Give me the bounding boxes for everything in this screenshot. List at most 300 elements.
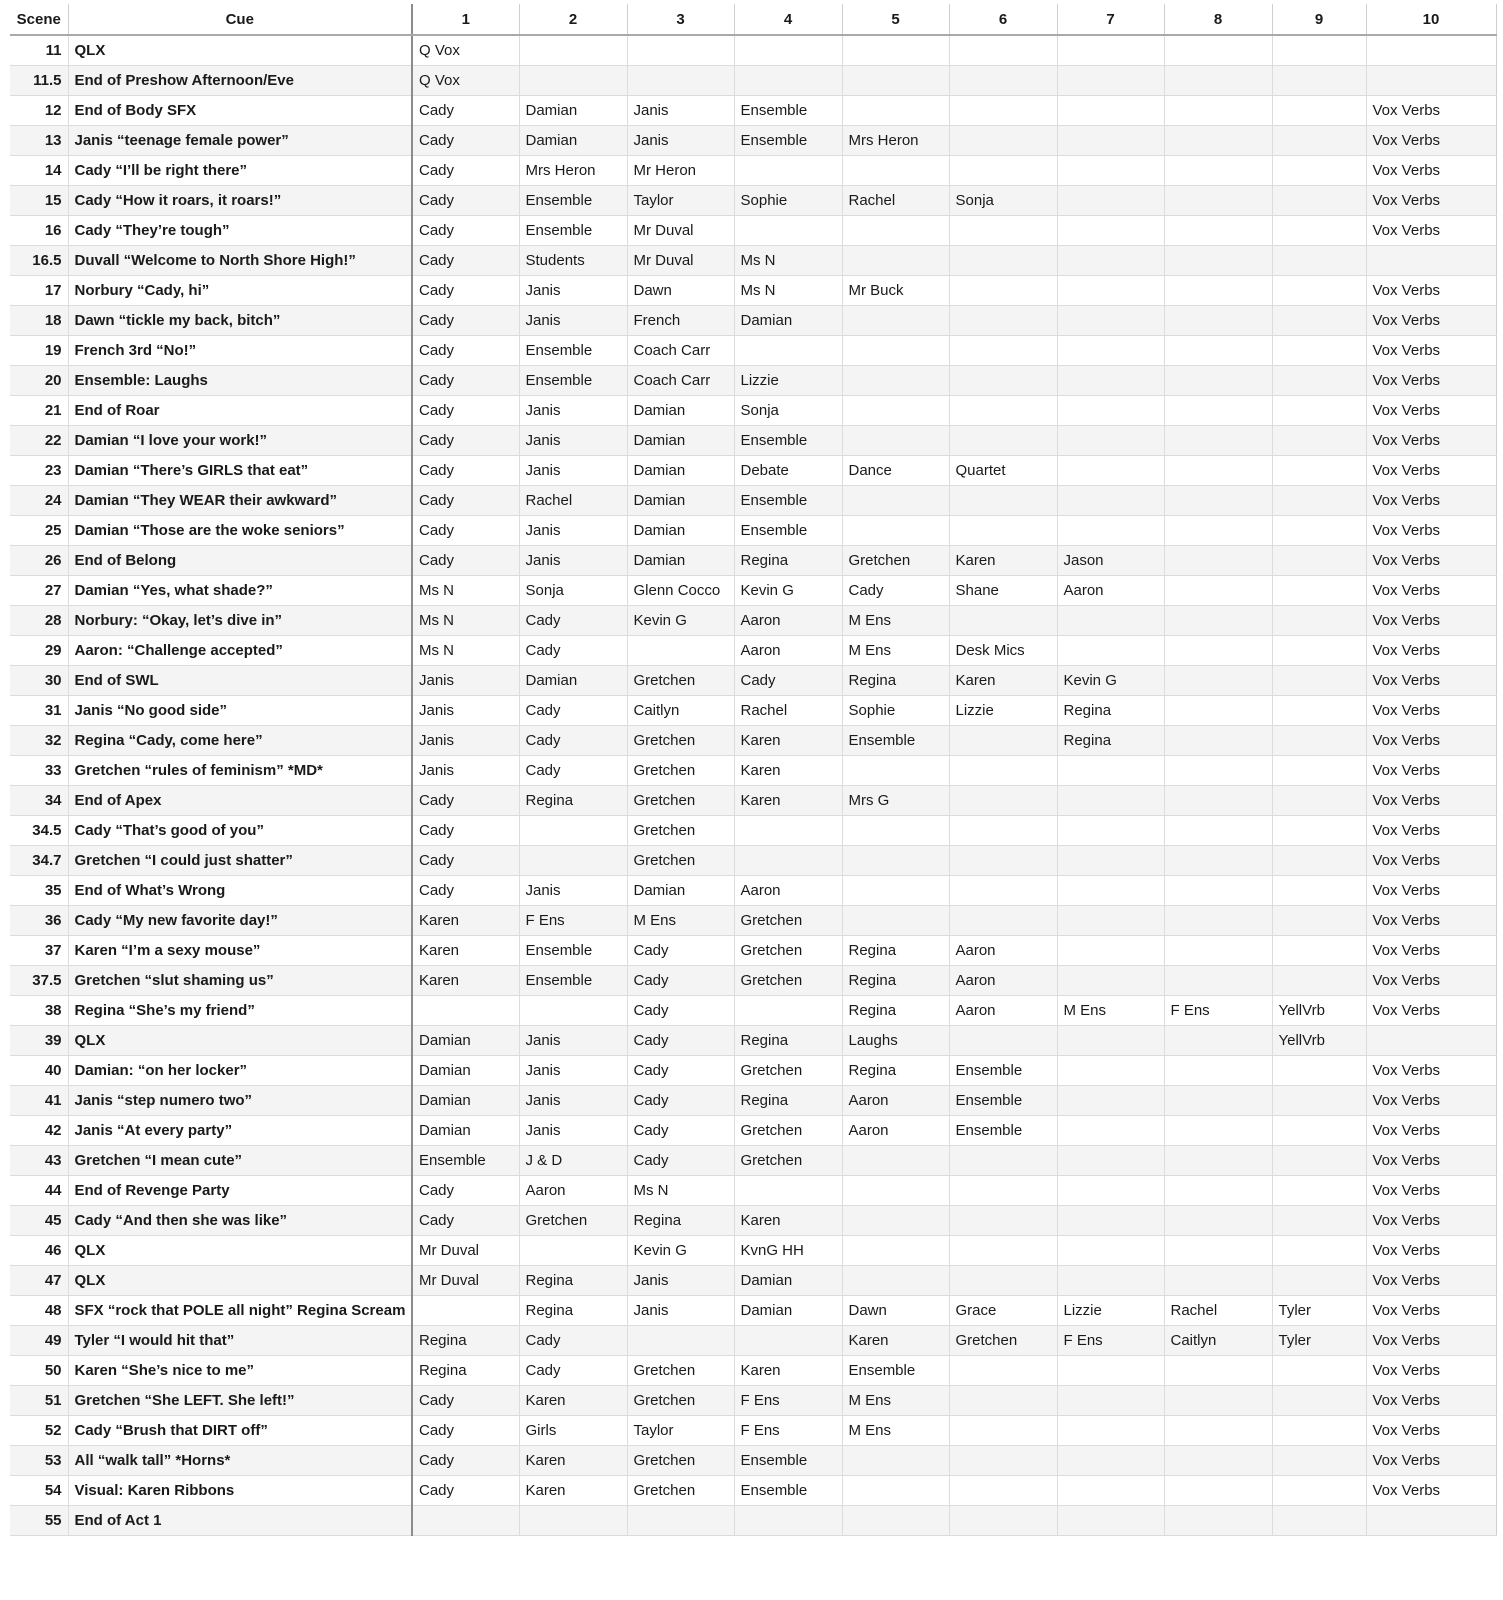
mic-cell[interactable]: Vox Verbs [1366,815,1496,845]
mic-cell[interactable] [1057,845,1164,875]
mic-cell[interactable]: Aaron [842,1115,949,1145]
mic-cell[interactable] [842,485,949,515]
mic-cell[interactable]: Vox Verbs [1366,965,1496,995]
mic-cell[interactable]: Regina [1057,725,1164,755]
mic-cell[interactable]: F Ens [1057,1325,1164,1355]
mic-cell[interactable]: KvnG HH [734,1235,842,1265]
mic-cell[interactable]: Desk Mics [949,635,1057,665]
mic-cell[interactable]: Grace [949,1295,1057,1325]
scene-cell[interactable]: 13 [10,125,68,155]
scene-cell[interactable]: 43 [10,1145,68,1175]
mic-cell[interactable] [519,65,627,95]
mic-cell[interactable] [1272,515,1366,545]
cue-cell[interactable]: Cady “My new favorite day!” [68,905,412,935]
mic-cell[interactable] [949,815,1057,845]
mic-cell[interactable] [1272,605,1366,635]
mic-cell[interactable]: Mr Duval [627,245,734,275]
mic-cell[interactable]: Gretchen [627,815,734,845]
mic-cell[interactable]: Laughs [842,1025,949,1055]
mic-cell[interactable]: Vox Verbs [1366,1415,1496,1445]
mic-cell[interactable] [1164,1445,1272,1475]
mic-cell[interactable]: Janis [412,665,519,695]
mic-cell[interactable] [1164,1115,1272,1145]
mic-cell[interactable] [842,875,949,905]
mic-cell[interactable]: Q Vox [412,35,519,65]
mic-cell[interactable] [1057,1085,1164,1115]
mic-cell[interactable]: Vox Verbs [1366,215,1496,245]
mic-cell[interactable] [627,35,734,65]
mic-cell[interactable]: Vox Verbs [1366,365,1496,395]
mic-cell[interactable]: Cady [412,425,519,455]
mic-cell[interactable]: Vox Verbs [1366,95,1496,125]
mic-cell[interactable]: Ensemble [519,965,627,995]
mic-cell[interactable]: Kevin G [627,1235,734,1265]
mic-cell[interactable] [1057,635,1164,665]
cue-cell[interactable]: QLX [68,1235,412,1265]
mic-cell[interactable] [1272,875,1366,905]
mic-cell[interactable] [842,335,949,365]
mic-cell[interactable]: Cady [627,1115,734,1145]
mic-cell[interactable] [1164,275,1272,305]
mic-cell[interactable]: Regina [1057,695,1164,725]
mic-cell[interactable]: Vox Verbs [1366,725,1496,755]
mic-cell[interactable] [734,215,842,245]
cue-cell[interactable]: Aaron: “Challenge accepted” [68,635,412,665]
scene-cell[interactable]: 16.5 [10,245,68,275]
mic-cell[interactable]: Janis [412,755,519,785]
mic-cell[interactable] [1366,65,1496,95]
mic-cell[interactable]: Gretchen [627,845,734,875]
mic-cell[interactable]: Regina [412,1325,519,1355]
scene-cell[interactable]: 33 [10,755,68,785]
mic-cell[interactable] [734,35,842,65]
mic-cell[interactable] [1057,605,1164,635]
mic-cell[interactable] [1272,1415,1366,1445]
mic-cell[interactable]: Ms N [627,1175,734,1205]
mic-cell[interactable]: M Ens [842,1385,949,1415]
mic-cell[interactable] [1164,125,1272,155]
mic-cell[interactable] [842,1145,949,1175]
mic-cell[interactable] [1164,815,1272,845]
cue-cell[interactable]: Janis “teenage female power” [68,125,412,155]
mic-cell[interactable] [1057,515,1164,545]
cue-cell[interactable]: Regina “She’s my friend” [68,995,412,1025]
mic-cell[interactable] [949,1355,1057,1385]
scene-cell[interactable]: 38 [10,995,68,1025]
scene-cell[interactable]: 26 [10,545,68,575]
mic-cell[interactable] [519,35,627,65]
scene-cell[interactable]: 14 [10,155,68,185]
scene-cell[interactable]: 49 [10,1325,68,1355]
mic-cell[interactable] [1164,695,1272,725]
mic-cell[interactable]: Karen [949,665,1057,695]
mic-cell[interactable]: Mr Buck [842,275,949,305]
mic-cell[interactable] [1057,485,1164,515]
scene-cell[interactable]: 30 [10,665,68,695]
mic-cell[interactable] [949,275,1057,305]
scene-cell[interactable]: 12 [10,95,68,125]
mic-cell[interactable] [1272,275,1366,305]
scene-cell[interactable]: 54 [10,1475,68,1505]
cue-cell[interactable]: Tyler “I would hit that” [68,1325,412,1355]
mic-cell[interactable] [1272,65,1366,95]
cue-cell[interactable]: Gretchen “I could just shatter” [68,845,412,875]
mic-cell[interactable]: Janis [519,875,627,905]
mic-cell[interactable]: Vox Verbs [1366,665,1496,695]
mic-cell[interactable] [1272,185,1366,215]
mic-cell[interactable]: Mr Duval [412,1265,519,1295]
mic-cell[interactable]: Cady [519,635,627,665]
cue-cell[interactable]: End of Body SFX [68,95,412,125]
mic-cell[interactable]: Damian [734,1265,842,1295]
mic-cell[interactable]: Janis [627,95,734,125]
mic-cell[interactable]: Vox Verbs [1366,1385,1496,1415]
mic-cell[interactable] [949,725,1057,755]
mic-cell[interactable]: Cady [842,575,949,605]
mic-cell[interactable]: Gretchen [627,665,734,695]
mic-cell[interactable]: Ensemble [519,335,627,365]
mic-cell[interactable] [1272,665,1366,695]
mic-cell[interactable]: Janis [519,305,627,335]
mic-cell[interactable] [1272,905,1366,935]
mic-cell[interactable] [1272,155,1366,185]
mic-cell[interactable] [1164,875,1272,905]
mic-cell[interactable] [1057,1115,1164,1145]
mic-cell[interactable]: Cady [412,125,519,155]
cue-cell[interactable]: Damian “They WEAR their awkward” [68,485,412,515]
column-header-2[interactable]: 2 [519,4,627,35]
scene-cell[interactable]: 34 [10,785,68,815]
cue-cell[interactable]: Damian “Yes, what shade?” [68,575,412,605]
mic-cell[interactable] [949,1505,1057,1535]
mic-cell[interactable]: Mr Duval [627,215,734,245]
mic-cell[interactable] [1272,1145,1366,1175]
mic-cell[interactable] [1057,365,1164,395]
mic-cell[interactable] [1164,365,1272,395]
cue-cell[interactable]: Janis “No good side” [68,695,412,725]
mic-cell[interactable]: Debate [734,455,842,485]
cue-cell[interactable]: Cady “Brush that DIRT off” [68,1415,412,1445]
mic-cell[interactable] [519,1505,627,1535]
mic-cell[interactable]: Gretchen [627,1445,734,1475]
mic-cell[interactable]: Ensemble [949,1085,1057,1115]
mic-cell[interactable]: Vox Verbs [1366,1355,1496,1385]
mic-cell[interactable] [949,1475,1057,1505]
mic-cell[interactable]: Sophie [842,695,949,725]
mic-cell[interactable] [1057,185,1164,215]
mic-cell[interactable] [842,1475,949,1505]
mic-cell[interactable] [1272,785,1366,815]
scene-cell[interactable]: 29 [10,635,68,665]
scene-cell[interactable]: 40 [10,1055,68,1085]
cue-cell[interactable]: Karen “I’m a sexy mouse” [68,935,412,965]
cue-cell[interactable]: Regina “Cady, come here” [68,725,412,755]
mic-cell[interactable] [1272,1385,1366,1415]
mic-cell[interactable]: French [627,305,734,335]
column-header-8[interactable]: 8 [1164,4,1272,35]
mic-cell[interactable]: Vox Verbs [1366,785,1496,815]
mic-cell[interactable]: Vox Verbs [1366,1055,1496,1085]
scene-cell[interactable]: 32 [10,725,68,755]
mic-cell[interactable] [1057,1445,1164,1475]
mic-cell[interactable] [1164,545,1272,575]
cue-cell[interactable]: Damian “Those are the woke seniors” [68,515,412,545]
cue-cell[interactable]: Dawn “tickle my back, bitch” [68,305,412,335]
mic-cell[interactable] [734,1325,842,1355]
mic-cell[interactable]: Vox Verbs [1366,455,1496,485]
mic-cell[interactable] [1057,95,1164,125]
mic-cell[interactable]: Gretchen [627,1475,734,1505]
mic-cell[interactable]: Gretchen [949,1325,1057,1355]
mic-cell[interactable] [1057,905,1164,935]
mic-cell[interactable]: Rachel [1164,1295,1272,1325]
mic-cell[interactable] [1272,1115,1366,1145]
mic-cell[interactable] [842,35,949,65]
mic-cell[interactable] [1164,1505,1272,1535]
mic-cell[interactable] [949,485,1057,515]
mic-cell[interactable] [1164,455,1272,485]
mic-cell[interactable] [1164,845,1272,875]
mic-cell[interactable]: Coach Carr [627,365,734,395]
cue-cell[interactable]: Damian “I love your work!” [68,425,412,455]
mic-cell[interactable]: Aaron [734,605,842,635]
mic-cell[interactable] [1272,305,1366,335]
mic-cell[interactable]: Gretchen [734,935,842,965]
mic-cell[interactable]: Vox Verbs [1366,1445,1496,1475]
mic-cell[interactable] [842,515,949,545]
cue-cell[interactable]: Duvall “Welcome to North Shore High!” [68,245,412,275]
mic-cell[interactable] [1164,755,1272,785]
mic-cell[interactable] [1272,125,1366,155]
mic-cell[interactable]: Cady [412,95,519,125]
mic-cell[interactable]: Vox Verbs [1366,995,1496,1025]
cue-cell[interactable]: Cady “And then she was like” [68,1205,412,1235]
cue-cell[interactable]: Damian: “on her locker” [68,1055,412,1085]
mic-cell[interactable]: Vox Verbs [1366,905,1496,935]
mic-cell[interactable]: Janis [519,395,627,425]
mic-cell[interactable]: Rachel [519,485,627,515]
mic-cell[interactable] [734,65,842,95]
mic-cell[interactable]: Quartet [949,455,1057,485]
mic-cell[interactable]: Vox Verbs [1366,1175,1496,1205]
mic-cell[interactable] [842,905,949,935]
mic-cell[interactable]: Cady [519,1325,627,1355]
mic-cell[interactable]: Damian [627,485,734,515]
mic-cell[interactable] [842,365,949,395]
mic-cell[interactable]: Cady [627,1085,734,1115]
mic-cell[interactable] [949,1025,1057,1055]
mic-cell[interactable] [1164,635,1272,665]
mic-cell[interactable]: Vox Verbs [1366,1325,1496,1355]
mic-cell[interactable] [1272,95,1366,125]
mic-cell[interactable]: Kevin G [734,575,842,605]
mic-cell[interactable] [842,155,949,185]
mic-cell[interactable]: Kevin G [1057,665,1164,695]
mic-cell[interactable]: Regina [519,1295,627,1325]
mic-cell[interactable]: Vox Verbs [1366,185,1496,215]
mic-cell[interactable] [842,1505,949,1535]
mic-cell[interactable] [1164,515,1272,545]
mic-cell[interactable] [1272,575,1366,605]
column-header-scene[interactable]: Scene [10,4,68,35]
mic-cell[interactable] [1272,695,1366,725]
column-header-5[interactable]: 5 [842,4,949,35]
mic-cell[interactable] [1272,425,1366,455]
mic-cell[interactable]: Vox Verbs [1366,635,1496,665]
mic-cell[interactable]: Cady [412,155,519,185]
mic-cell[interactable]: Ensemble [949,1055,1057,1085]
mic-cell[interactable]: Cady [412,875,519,905]
mic-cell[interactable]: Regina [519,1265,627,1295]
mic-cell[interactable] [1366,35,1496,65]
mic-cell[interactable]: Ensemble [734,485,842,515]
scene-cell[interactable]: 34.5 [10,815,68,845]
mic-cell[interactable]: Vox Verbs [1366,875,1496,905]
mic-cell[interactable] [1366,245,1496,275]
mic-cell[interactable]: Cady [412,1415,519,1445]
cue-cell[interactable]: QLX [68,1025,412,1055]
scene-cell[interactable]: 24 [10,485,68,515]
mic-cell[interactable]: Vox Verbs [1366,1475,1496,1505]
mic-cell[interactable]: Damian [519,125,627,155]
mic-cell[interactable] [412,1295,519,1325]
mic-cell[interactable]: Damian [627,515,734,545]
mic-cell[interactable]: Cady [519,755,627,785]
mic-cell[interactable]: Gretchen [627,1355,734,1385]
mic-cell[interactable] [734,815,842,845]
mic-cell[interactable] [1164,65,1272,95]
mic-cell[interactable]: Aaron [842,1085,949,1115]
mic-cell[interactable] [1164,155,1272,185]
cue-cell[interactable]: Gretchen “She LEFT. She left!” [68,1385,412,1415]
scene-cell[interactable]: 42 [10,1115,68,1145]
mic-cell[interactable] [1164,1235,1272,1265]
cue-cell[interactable]: End of Apex [68,785,412,815]
mic-cell[interactable] [1164,665,1272,695]
mic-cell[interactable]: Damian [627,395,734,425]
mic-cell[interactable]: Caitlyn [1164,1325,1272,1355]
mic-cell[interactable] [1057,35,1164,65]
mic-cell[interactable]: Aaron [949,935,1057,965]
column-header-6[interactable]: 6 [949,4,1057,35]
mic-cell[interactable] [842,215,949,245]
mic-cell[interactable] [412,1505,519,1535]
mic-cell[interactable] [519,815,627,845]
mic-cell[interactable]: Girls [519,1415,627,1445]
mic-cell[interactable]: Gretchen [627,725,734,755]
mic-cell[interactable] [1057,1205,1164,1235]
mic-cell[interactable]: Mr Heron [627,155,734,185]
mic-cell[interactable]: Vox Verbs [1366,125,1496,155]
mic-cell[interactable]: Vox Verbs [1366,545,1496,575]
mic-cell[interactable]: Ms N [734,245,842,275]
mic-cell[interactable] [1272,1205,1366,1235]
mic-cell[interactable] [1366,1505,1496,1535]
mic-cell[interactable] [842,305,949,335]
mic-cell[interactable] [734,335,842,365]
mic-cell[interactable] [1057,1235,1164,1265]
mic-cell[interactable]: Regina [842,935,949,965]
mic-cell[interactable]: Coach Carr [627,335,734,365]
mic-cell[interactable] [1164,35,1272,65]
mic-cell[interactable]: Cady [412,455,519,485]
mic-cell[interactable] [734,1505,842,1535]
mic-cell[interactable]: Janis [627,1265,734,1295]
mic-cell[interactable]: Aaron [1057,575,1164,605]
cue-cell[interactable]: Karen “She’s nice to me” [68,1355,412,1385]
mic-cell[interactable]: Ensemble [734,425,842,455]
column-header-7[interactable]: 7 [1057,4,1164,35]
mic-cell[interactable]: Cady [412,245,519,275]
mic-cell[interactable]: Gretchen [734,1055,842,1085]
scene-cell[interactable]: 35 [10,875,68,905]
cue-cell[interactable]: Norbury “Cady, hi” [68,275,412,305]
mic-cell[interactable]: Cady [412,275,519,305]
mic-cell[interactable] [1164,725,1272,755]
mic-cell[interactable]: Ms N [734,275,842,305]
mic-cell[interactable] [1057,65,1164,95]
cue-cell[interactable]: Cady “They’re tough” [68,215,412,245]
mic-cell[interactable]: Damian [412,1085,519,1115]
mic-cell[interactable]: Ensemble [734,1475,842,1505]
mic-cell[interactable] [1164,1145,1272,1175]
mic-cell[interactable] [1272,1055,1366,1085]
cue-cell[interactable]: SFX “rock that POLE all night” Regina Scream [68,1295,412,1325]
scene-cell[interactable]: 44 [10,1175,68,1205]
scene-cell[interactable]: 51 [10,1385,68,1415]
mic-cell[interactable] [1164,1205,1272,1235]
mic-cell[interactable]: Vox Verbs [1366,845,1496,875]
mic-cell[interactable]: Cady [412,305,519,335]
scene-cell[interactable]: 16 [10,215,68,245]
scene-cell[interactable]: 11 [10,35,68,65]
mic-cell[interactable]: Cady [734,665,842,695]
scene-cell[interactable]: 46 [10,1235,68,1265]
cue-cell[interactable]: Cady “That’s good of you” [68,815,412,845]
mic-cell[interactable] [1057,1025,1164,1055]
mic-cell[interactable]: Rachel [842,185,949,215]
mic-cell[interactable]: Mrs G [842,785,949,815]
mic-cell[interactable] [842,1265,949,1295]
cue-cell[interactable]: Ensemble: Laughs [68,365,412,395]
mic-cell[interactable]: Vox Verbs [1366,1295,1496,1325]
mic-cell[interactable] [734,155,842,185]
scene-cell[interactable]: 28 [10,605,68,635]
mic-cell[interactable]: Karen [734,1355,842,1385]
mic-cell[interactable] [949,125,1057,155]
mic-cell[interactable]: Regina [734,1025,842,1055]
mic-cell[interactable]: Gretchen [627,755,734,785]
mic-cell[interactable] [1164,185,1272,215]
mic-cell[interactable] [949,365,1057,395]
mic-cell[interactable]: Ensemble [842,725,949,755]
mic-cell[interactable]: Vox Verbs [1366,935,1496,965]
mic-cell[interactable] [1164,1085,1272,1115]
mic-cell[interactable]: Students [519,245,627,275]
mic-cell[interactable]: Regina [412,1355,519,1385]
mic-cell[interactable]: Ensemble [519,215,627,245]
mic-cell[interactable]: Mr Duval [412,1235,519,1265]
mic-cell[interactable] [734,1175,842,1205]
mic-cell[interactable] [1366,1025,1496,1055]
mic-cell[interactable]: Gretchen [734,1145,842,1175]
mic-cell[interactable]: F Ens [734,1415,842,1445]
mic-cell[interactable]: Janis [519,1085,627,1115]
mic-cell[interactable] [1164,905,1272,935]
column-header-10[interactable]: 10 [1366,4,1496,35]
mic-cell[interactable] [1057,275,1164,305]
mic-cell[interactable] [1057,1385,1164,1415]
